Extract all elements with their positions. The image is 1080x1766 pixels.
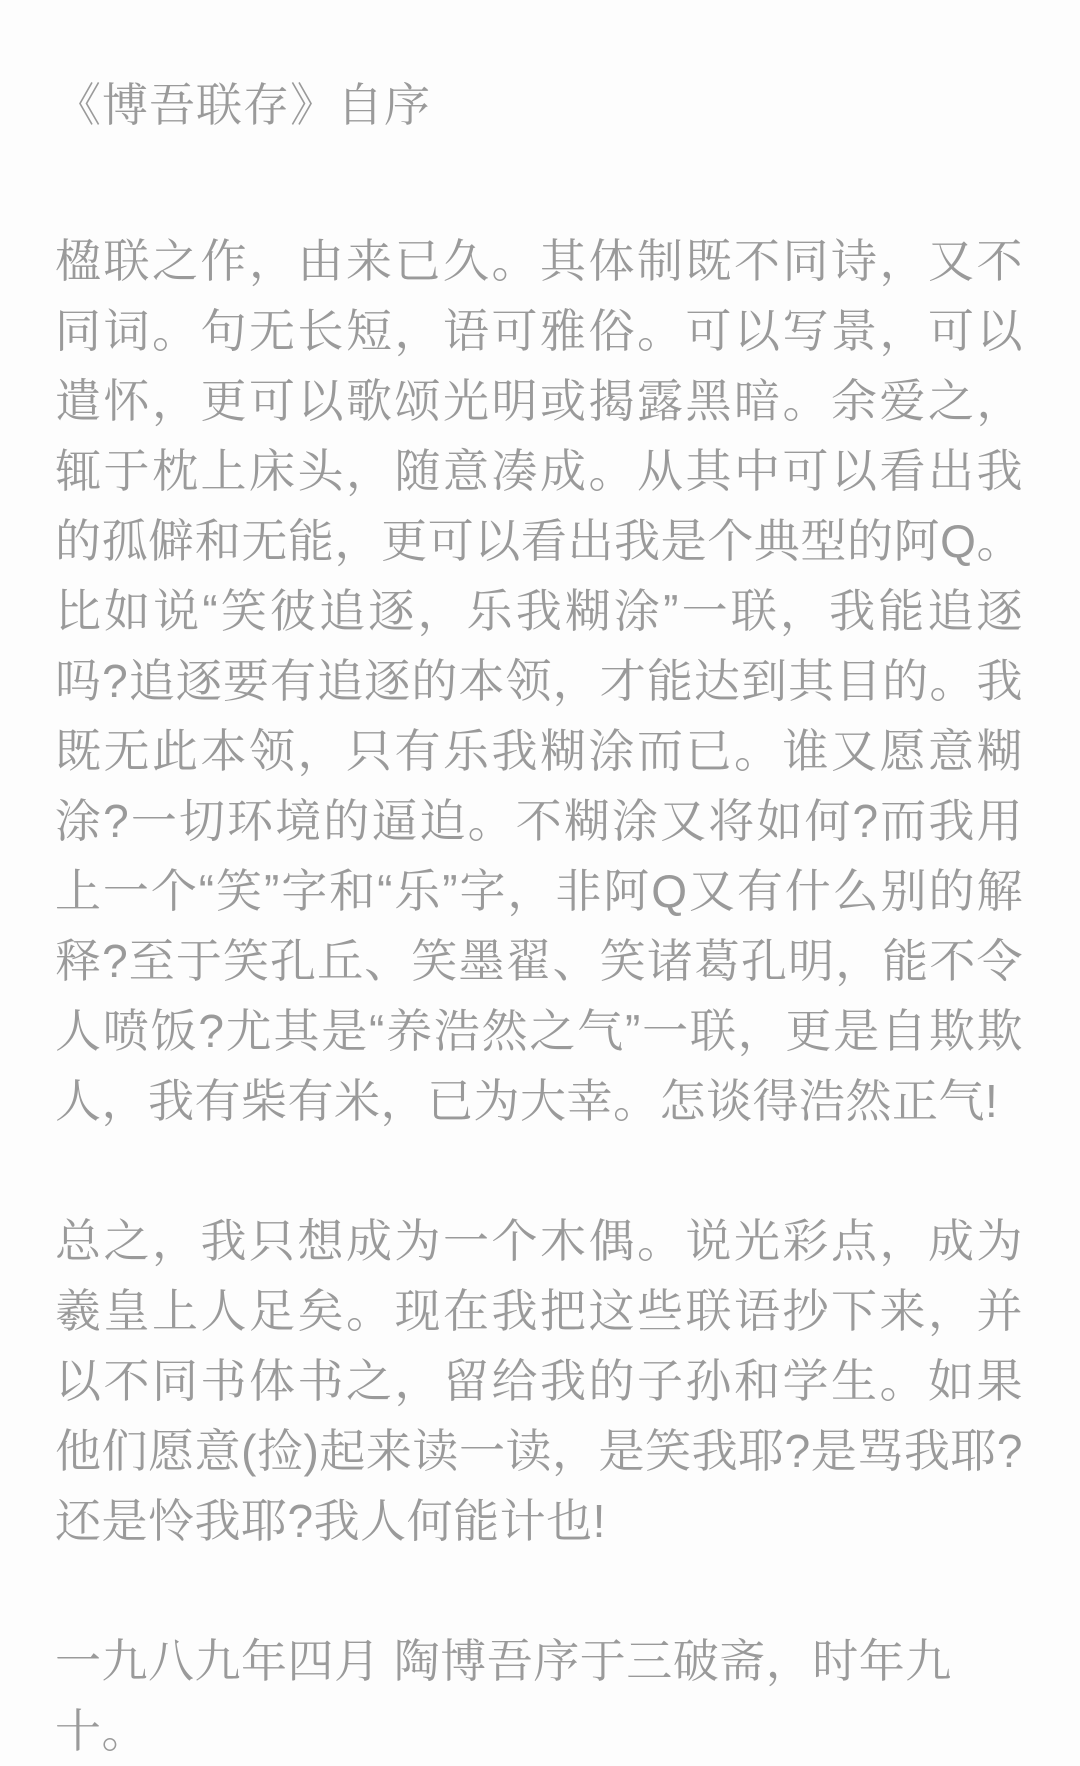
paragraph-1: 楹联之作，由来已久。其体制既不同诗，又不同词。句无长短，语可雅俗。可以写景，可以遣怀，更可以歌颂光明或揭露黑暗。余爱之，辄于枕上床头，随意凑成。从其中可以看出我的孤僻和无能，更可以看出我是个典型的阿Q。比如说“笑彼追逐，乐我糊涂”一联，我能追逐吗?追逐要有追逐的本领，才能达到其目的。我既无此本领，只有乐我糊涂而已。谁又愿意糊涂?一切环境的逼迫。不糊涂又将如何?而我用上一个“笑”字和“乐”字，非阿Q又有什么别的解释?至于笑孔丘、笑墨翟、笑诸葛孔明，能不令人喷饭?尤其是“养浩然之气”一联，更是自欺欺人，我有柴有米，已为大幸。怎谈得浩然正气! — [55, 235, 1023, 1127]
page-title: 《博吾联存》自序 — [55, 79, 431, 131]
paragraph-2: 总之，我只想成为一个木偶。说光彩点，成为羲皇上人足矣。现在我把这些联语抄下来，并以不同书体书之，留给我的子孙和学生。如果他们愿意(捡)起来读一读，是笑我耶?是骂我耶?还是怜我耶?我人何能计也! — [55, 1215, 1023, 1547]
signature-line: 一九八九年四月 陶博吾序于三破斋，时年九十。 — [55, 1635, 952, 1757]
